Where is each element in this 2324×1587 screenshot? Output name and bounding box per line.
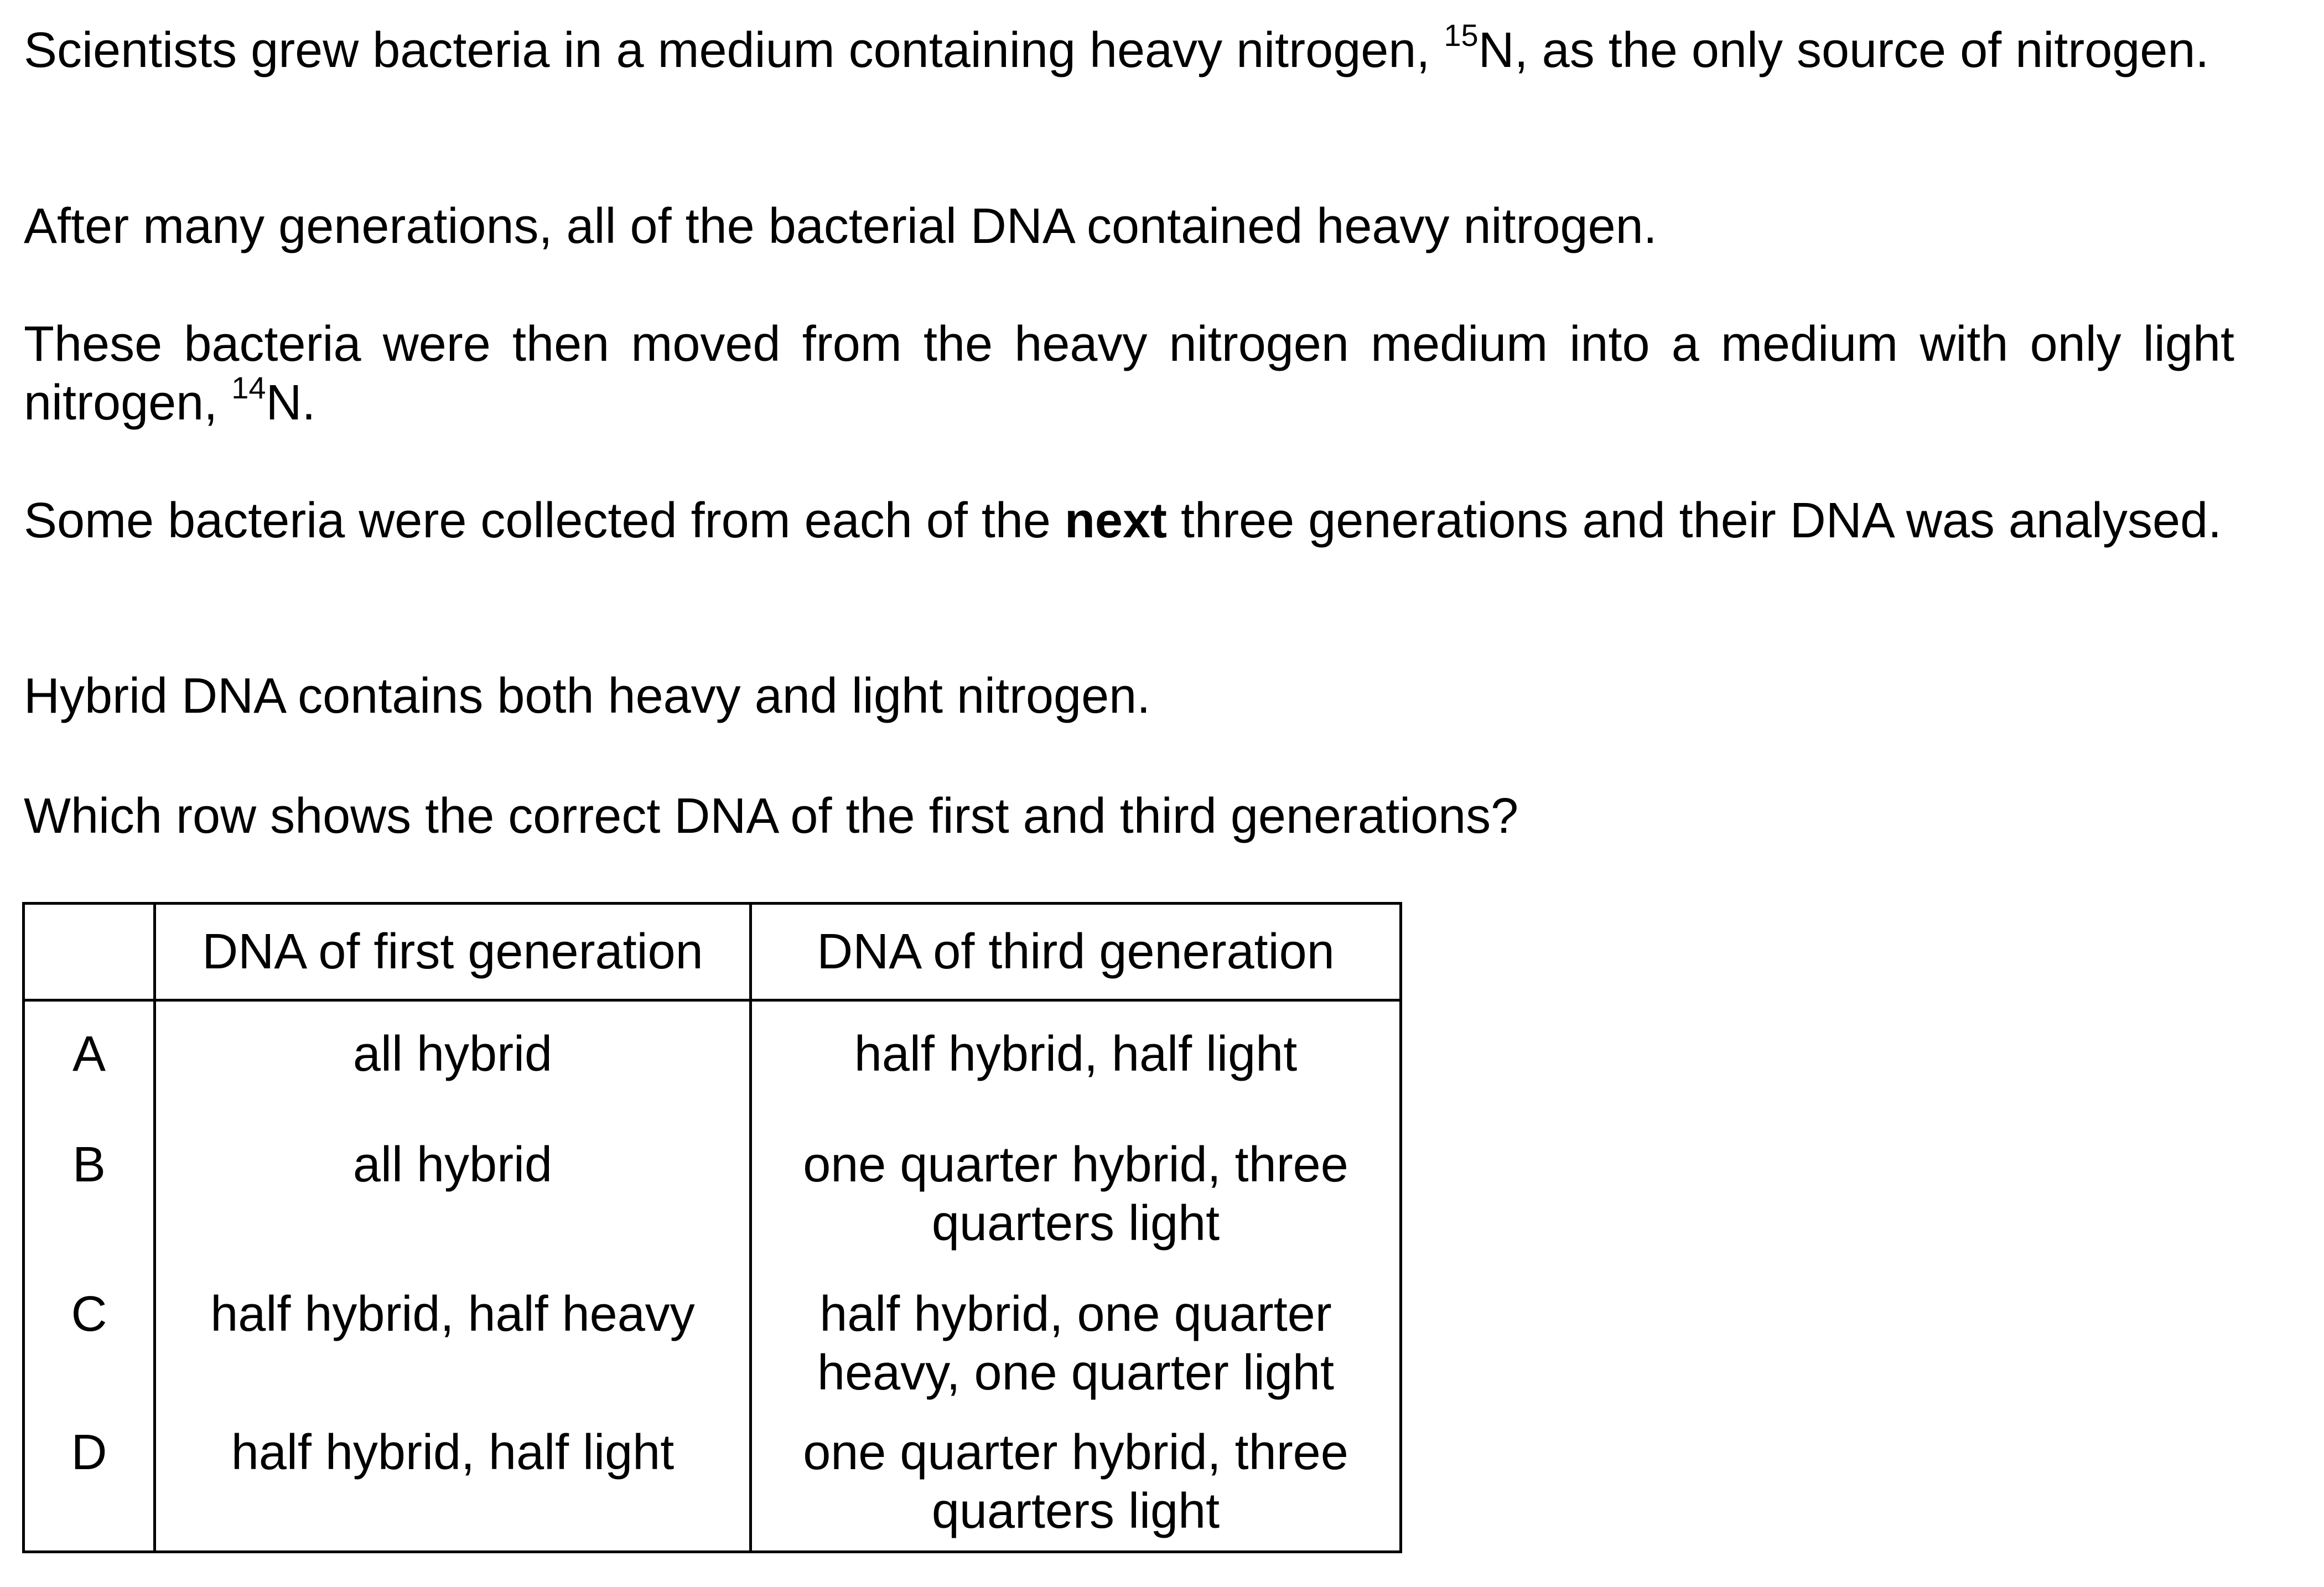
option-key[interactable]: B xyxy=(24,1135,155,1285)
answer-options-table xyxy=(22,902,1402,1553)
option-first-generation: all hybrid xyxy=(155,1000,751,1136)
option-third-generation xyxy=(751,1285,1401,1423)
header-third-generation: DNA of third generation xyxy=(751,904,1401,1000)
option-first-generation: half hybrid, half light xyxy=(155,1423,751,1552)
question-paragraph-4 xyxy=(24,491,2234,550)
option-third-text: one quarter hybrid, three quarters light xyxy=(803,1425,1348,1539)
header-first-generation: DNA of first generation xyxy=(155,904,751,1000)
option-key[interactable]: C xyxy=(24,1285,155,1423)
option-third-text: half hybrid, one quarter heavy, one quarter light xyxy=(817,1287,1334,1401)
question-paragraph-1 xyxy=(24,18,2234,80)
option-row-c[interactable] xyxy=(24,1285,1401,1423)
option-third-generation xyxy=(751,1135,1401,1285)
header-key xyxy=(24,904,155,1000)
question-paragraph-5: Hybrid DNA contains both heavy and light nitrogen. xyxy=(24,668,1151,724)
question-prompt: Which row shows the correct DNA of the first and third generations? xyxy=(24,789,1519,844)
option-third-generation xyxy=(751,1423,1401,1552)
isotope-symbol-heavy: N xyxy=(1478,23,1514,78)
option-row-a[interactable] xyxy=(24,1000,1401,1136)
option-third-text: half hybrid, half light xyxy=(854,1026,1298,1082)
table-header-row xyxy=(24,904,1401,1000)
isotope-symbol-light: N xyxy=(266,375,302,431)
question-paragraph-3 xyxy=(24,315,2234,432)
question-paragraph-2: After many generations, all of the bacterial DNA contained heavy nitrogen. xyxy=(24,199,1657,254)
p3-text-before: These bacteria were then moved from the heavy nitrogen medium into a medium with only light nitrogen, xyxy=(24,317,2234,431)
p4-text-after: three generations and their DNA was analysed. xyxy=(1167,493,2222,548)
option-key[interactable]: D xyxy=(24,1423,155,1552)
option-third-generation xyxy=(751,1000,1401,1136)
isotope-mass-14: 14 xyxy=(231,370,266,405)
option-third-text: one quarter hybrid, three quarters light xyxy=(803,1137,1348,1251)
option-first-generation: all hybrid xyxy=(155,1135,751,1285)
p3-text-after: . xyxy=(302,375,316,431)
option-row-b[interactable] xyxy=(24,1135,1401,1285)
isotope-mass-15: 15 xyxy=(1444,18,1479,53)
option-first-generation: half hybrid, half heavy xyxy=(155,1285,751,1423)
emphasis-next: next xyxy=(1064,493,1168,548)
p4-text-before: Some bacteria were collected from each of the xyxy=(24,493,1065,548)
option-key[interactable]: A xyxy=(24,1000,155,1136)
p1-text-after: , as the only source of nitrogen. xyxy=(1514,23,2209,78)
p1-text-before: Scientists grew bacteria in a medium containing heavy nitrogen, xyxy=(24,23,1444,78)
option-row-d[interactable] xyxy=(24,1423,1401,1552)
